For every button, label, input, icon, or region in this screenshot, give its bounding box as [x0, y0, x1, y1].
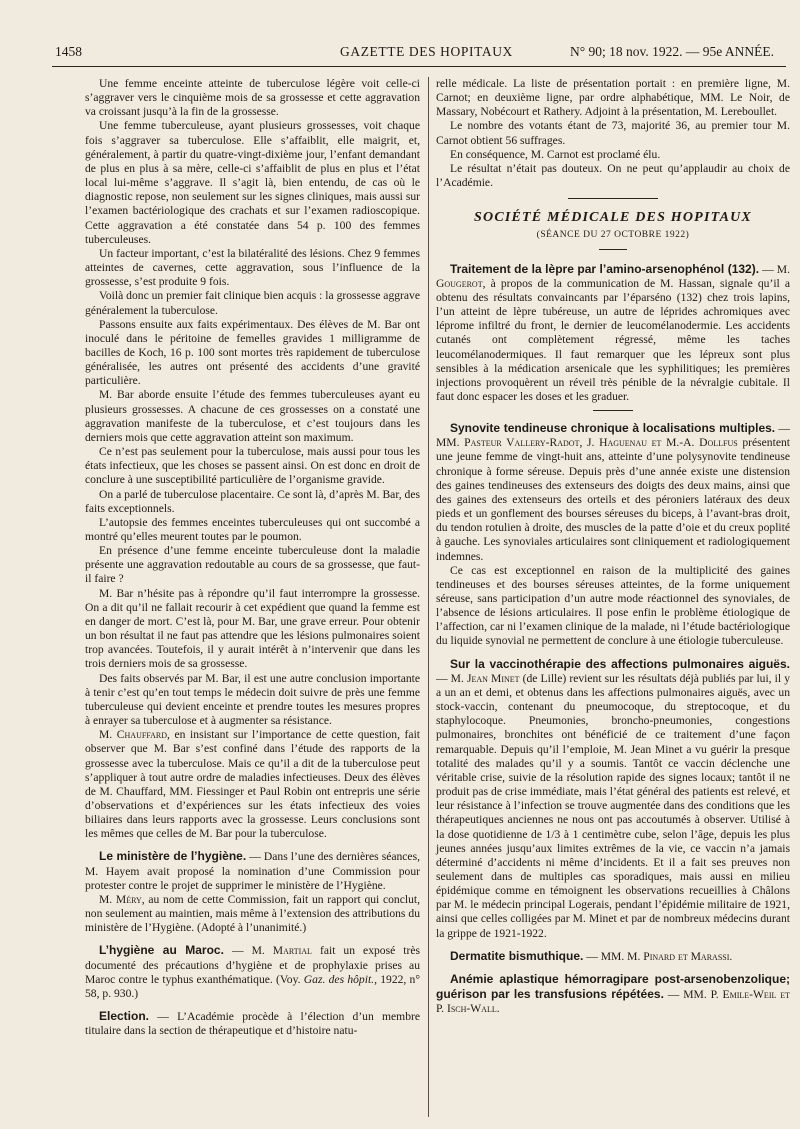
section-heading: Election.	[99, 1009, 150, 1023]
section-heading: L’hygiène au Maroc.	[99, 943, 224, 958]
paragraph: En conséquence, M. Carnot est proclamé élu.	[450, 147, 661, 161]
paragraph: Ce cas est exceptionnel en raison de la multiplicité des gaines tendineuses et des bourses séreuses atteintes, de la forme uniquement séreuse, sans participation d’un autre mode réactionnel des synoviales, de l’absence de lésions articulaires. Il pose enfin le problème étiologique de l’affection, car ni l’examen clinique de la malade, ni l’étude bactériologique du liquide synovial ne permettent de conclure à une étiologie tuberculeuse.	[436, 563, 790, 648]
speaker-name: M. Chauffard,	[99, 728, 170, 742]
speaker-name: — MM. P. Emile-Weil et P. Isch-Wall.	[436, 988, 790, 1016]
speaker-name: — M. Gougerot,	[436, 262, 790, 290]
paragraph-text: à propos de la communication de M. Hassan, signale qu’il a obtenu des résultats convaincants par l’éparséno (132) chez trois lapins, l’un atteint de lèpre tubéreuse, un autre de léprides achromiques avec léprome infiltré du front, le dernier de leucomélanodermie. Les accidents cutanés ont complètement régressé, même les taches leucomélanodermiques. Il faut remarquer que les lépreux sont plus sensibles à la médication arsenicale que les syphilitiques; les premières injections provoquèrent un réveil très pénible de la névralgie cubitale. Il faut donc espacer les doses et les graduer.	[436, 276, 790, 403]
section-paragraph	[436, 657, 790, 941]
right-column	[436, 77, 790, 1016]
paragraph-text: (de Lille) revient sur les résultats déjà publiés par lui, il y a un an et demi, et obtenus dans les affections pulmonaires aiguës, avec un stock-vaccin, contenant du pneumocoque, du streptocoque, et du staphylocoque. Pneumonies, broncho-pneumonies, congestions pulmonaires, bronchites ont bénéficié de ce traitement d’une façon remarquable. Depuis qu’il l’emploie, M. Jean Minet a vu guérir la presque totalité des malades qu’il y a soumis. Tantôt ce vaccin déclenche une véritable crise, suivie de la résolution rapide des signes locaux; tantôt il ne produit pas de crise immédiate, mais l’état général des patients est relevé, et leur résistance à l’infection se trouve augmentée dans des conditions que les thérapeutiques anciennes ne nous ont pas accoutumés à observer. Utilisé à la dose quotidienne de 1/3 à 1 centimètre cube, selon l’âge, depuis les plus jeunes années jusqu’aux limites extrêmes de la vie, ce vaccin n’a jamais déterminé d’accidents ni même d’incidents. Et il a fait ses preuves non seulement dans de multiples cas sporadiques, mais aussi en milieu épidémique comme en témoignent les observations recueillies à Châlons par M. le médecin principal Logerais, pendant l’épidémie militaire de 1921, ainsi que celles colligées par M. Minet et par de nombreux médecins durant la grippe de 1921-1922.	[436, 671, 790, 940]
section-heading: Sur la vaccinothérapie des affections pulmonaires aiguës.	[450, 656, 790, 671]
paragraph: Voilà donc un premier fait clinique bien acquis : la grossesse aggrave généralement la tuberculose.	[85, 289, 420, 317]
speaker-name: — M. Martial	[223, 944, 312, 958]
left-column	[85, 77, 420, 1038]
paragraph-text: — L’Académie procède à l’élection d’un membre titulaire dans la section de thérapeutique et d’histoire natu-	[85, 1010, 420, 1038]
paragraph: En présence d’une femme enceinte tuberculeuse dont la maladie présente une aggravation redoutable au cours de sa grossesse, que faut-il faire ?	[85, 544, 420, 586]
paragraph: Le nombre des votants étant de 73, majorité 36, au premier tour M. Carnot obtient 56 suffrages.	[436, 119, 790, 147]
society-title: SOCIÉTÉ MÉDICALE DES HOPITAUX	[474, 210, 752, 226]
paragraph: On a parlé de tuberculose placentaire. Ce sont là, d’après M. Bar, des faits exceptionnels.	[85, 487, 420, 515]
section-paragraph	[436, 421, 790, 564]
speaker-name: — MM. M. Pinard et Marassi.	[583, 949, 733, 963]
section-paragraph	[85, 943, 420, 1001]
short-rule	[599, 249, 627, 250]
session-date: (SÉANCE DU 27 OCTOBRE 1922)	[536, 230, 690, 241]
paragraph-text: — Dans l’une des dernières séances, M. Hayem avait proposé la nomination d’une Commission pour protester contre le projet de supprimer le ministère de l’Hygiène.	[85, 850, 420, 892]
paragraph: Des faits observés par M. Bar, il est une autre conclusion importante à tenir c’est qu’en tout temps le médecin doit suivre de près une femme tuberculeuse qui devient enceinte et prendre toutes les mesures propres à enrayer sa tuberculose et à augmenter sa résistance.	[85, 671, 420, 728]
section-heading: Synovite tendineuse chronique à localisations multiples.	[450, 421, 776, 436]
paragraph: Ce n’est pas seulement pour la tuberculose, mais aussi pour tous les états infectieux, que les choses se passent ainsi. On est donc en droit de conclure à une susceptibilité particulière de l’organisme gravide.	[85, 445, 420, 487]
paragraph	[85, 893, 420, 935]
running-header	[50, 40, 788, 62]
paragraph-text: en insistant sur l’importance de cette question, fait observer que M. Bar s’est confiné dans l’étude des rapports de la grossesse avec la tuberculose. Mais ce qu’il a dit de la tuberculose peut s’appliquer à tout autre ordre de maladies infectieuses. Deux des élèves de M. Chauffard, MM. Fiessinger et Paul Robin ont entrepris une série d’observations et d’expériences sur les états infectieux des voies biliaires dans leurs rapports avec la grossesse. Leurs conclusions sont les mêmes que celles de M. Bar pour la tuberculose.	[85, 728, 421, 841]
section-rule	[568, 198, 658, 199]
section-paragraph	[85, 1009, 420, 1038]
header-rule	[52, 66, 786, 67]
paragraph-text: au nom de cette Commission, fait un rapport qui conclut, non seulement au maintien, mais même à l’extension des attributions du ministère de l’Hygiène. (Adopté à l’unanimité.)	[85, 892, 421, 935]
paragraph: M. Bar aborde ensuite l’étude des femmes tuberculeuses ayant eu plusieurs grossesses. A chacune de ces grossesses on a constaté une aggravation manifeste de la tuberculose, et c’est toujours dans les derniers mois que cette aggravation atteint son maximum.	[85, 388, 420, 444]
section-paragraph	[436, 262, 790, 405]
citation: Gaz. des hôpit.,	[303, 972, 377, 986]
paragraph: relle médicale. La liste de présentation portait : en première ligne, M. Carnot; en deuxième ligne, par ordre alphabétique, MM. Le Noir, de Massary, Nobécourt et Rathery. Adjoint à la présentation, M. Lereboullet.	[436, 77, 790, 119]
section-heading: Dermatite bismuthique.	[450, 948, 584, 963]
speaker-name: M. Méry,	[99, 892, 145, 906]
paragraph: Un facteur important, c’est la bilatéralité des lésions. Chez 9 femmes atteintes de cavernes, cette aggravation, sous l’influence de la grossesse, s’est produite 9 fois.	[85, 246, 420, 289]
section-heading: Le ministère de l’hygiène.	[99, 849, 247, 864]
issue-info: N° 90; 18 nov. 1922. — 95e ANNÉE.	[569, 44, 774, 59]
paragraph: Passons ensuite aux faits expérimentaux. Des élèves de M. Bar ont inoculé dans le péritoine de femelles gravides 1 milligramme de bacilles de Koch, 16 p. 100 sont mortes très rapidement de tuberculose généralisée, les autres ont présenté des accidents d’une gravité particulière.	[85, 317, 420, 388]
paragraph-text: 1922, n° 58, p. 930.)	[85, 972, 420, 1000]
paragraph: Le résultat n’était pas douteux. On ne peut qu’applaudir au choix de l’Académie.	[436, 161, 790, 190]
column-divider	[428, 77, 429, 1117]
section-heading: Anémie aplastique hémorragipare post-arsenobenzolique; guérison par les transfusions répétées.	[436, 971, 790, 1002]
paragraph	[85, 728, 420, 841]
paragraph-text: présentent une jeune femme de vingt-huit ans, atteinte d’une polysynovite tendineuse chronique à forme séreuse. Depuis près d’une année existe une distension des gaines tendineuses des extenseurs des doigts des deux mains, ainsi que des gaines des extenseurs des orteils et des péroniers latéraux des deux pieds et un gonflement des bourses séreuses du biceps, à l’avant-bras droit, du tendon rotulien à droite, des muscles de la patte d’oie et du creux poplité à gauche. Les synoviales articulaires sont cliniquement et radiologiquement indemnes.	[436, 436, 790, 563]
section-heading: Traitement de la lèpre par l’amino-arsenophénol (132).	[450, 261, 760, 276]
paragraph: M. Bar n’hésite pas à répondre qu’il faut interrompre la grossesse. On a dit qu’il ne fallait recourir à cet expédient que quand la femme est en danger de mort. C’est là, pour M. Bar, une grave erreur. Pour obtenir un bon résultat il ne faut pas attendre que les lésions pulmonaires soient trop avancées. Toutefois, il y aurait intérêt à n’intervenir que dans les trois derniers mois de sa grossesse.	[85, 586, 420, 671]
page-number: 1458	[55, 44, 82, 59]
separator-rule	[593, 410, 633, 411]
speaker-name: — MM. Pasteur Vallery-Radot, J. Haguenau et M.-A. Dollfus	[436, 422, 790, 450]
paragraph: Une femme enceinte atteinte de tuberculose légère voit celle-ci s’aggraver vers le cinquième mois de sa grossesse et cette aggravation va croissant jusqu’à la fin de la grossesse.	[85, 77, 420, 119]
section-paragraph	[85, 849, 420, 892]
section-paragraph	[436, 949, 790, 964]
journal-title: GAZETTE DES HOPITAUX	[340, 44, 513, 59]
speaker-name: — M. Jean Minet	[436, 671, 520, 685]
section-paragraph	[436, 972, 790, 1016]
paragraph: L’autopsie des femmes enceintes tuberculeuses qui ont succombé a montré qu’elles meurent toutes par le poumon.	[85, 515, 420, 543]
paragraph-text: fait un exposé très documenté des précautions d’hygiène et de prophylaxie prises au Maroc contre le typhus exanthématique. (Voy.	[85, 944, 420, 986]
paragraph: Une femme tuberculeuse, ayant plusieurs grossesses, voit chaque fois s’aggraver sa tuberculose. Elle s’affaiblit, elle maigrit, et, généralement, à partir du quatre-vingt-dixième jour, l’enfant demandant de plus en plus à sa mère, celle-ci s’affaiblit de plus en plus et l’état local lui-même s’aggrave. Il s’agit là, bien entendu, de cas où le diagnostic repose, non seulement sur les signes cliniques, mais aussi sur l’examen bactériologique des crachats et sur l’examen radioscopique. Cette aggravation a été constatée dans 54 p. 100 des femmes tuberculeuses.	[85, 119, 420, 246]
